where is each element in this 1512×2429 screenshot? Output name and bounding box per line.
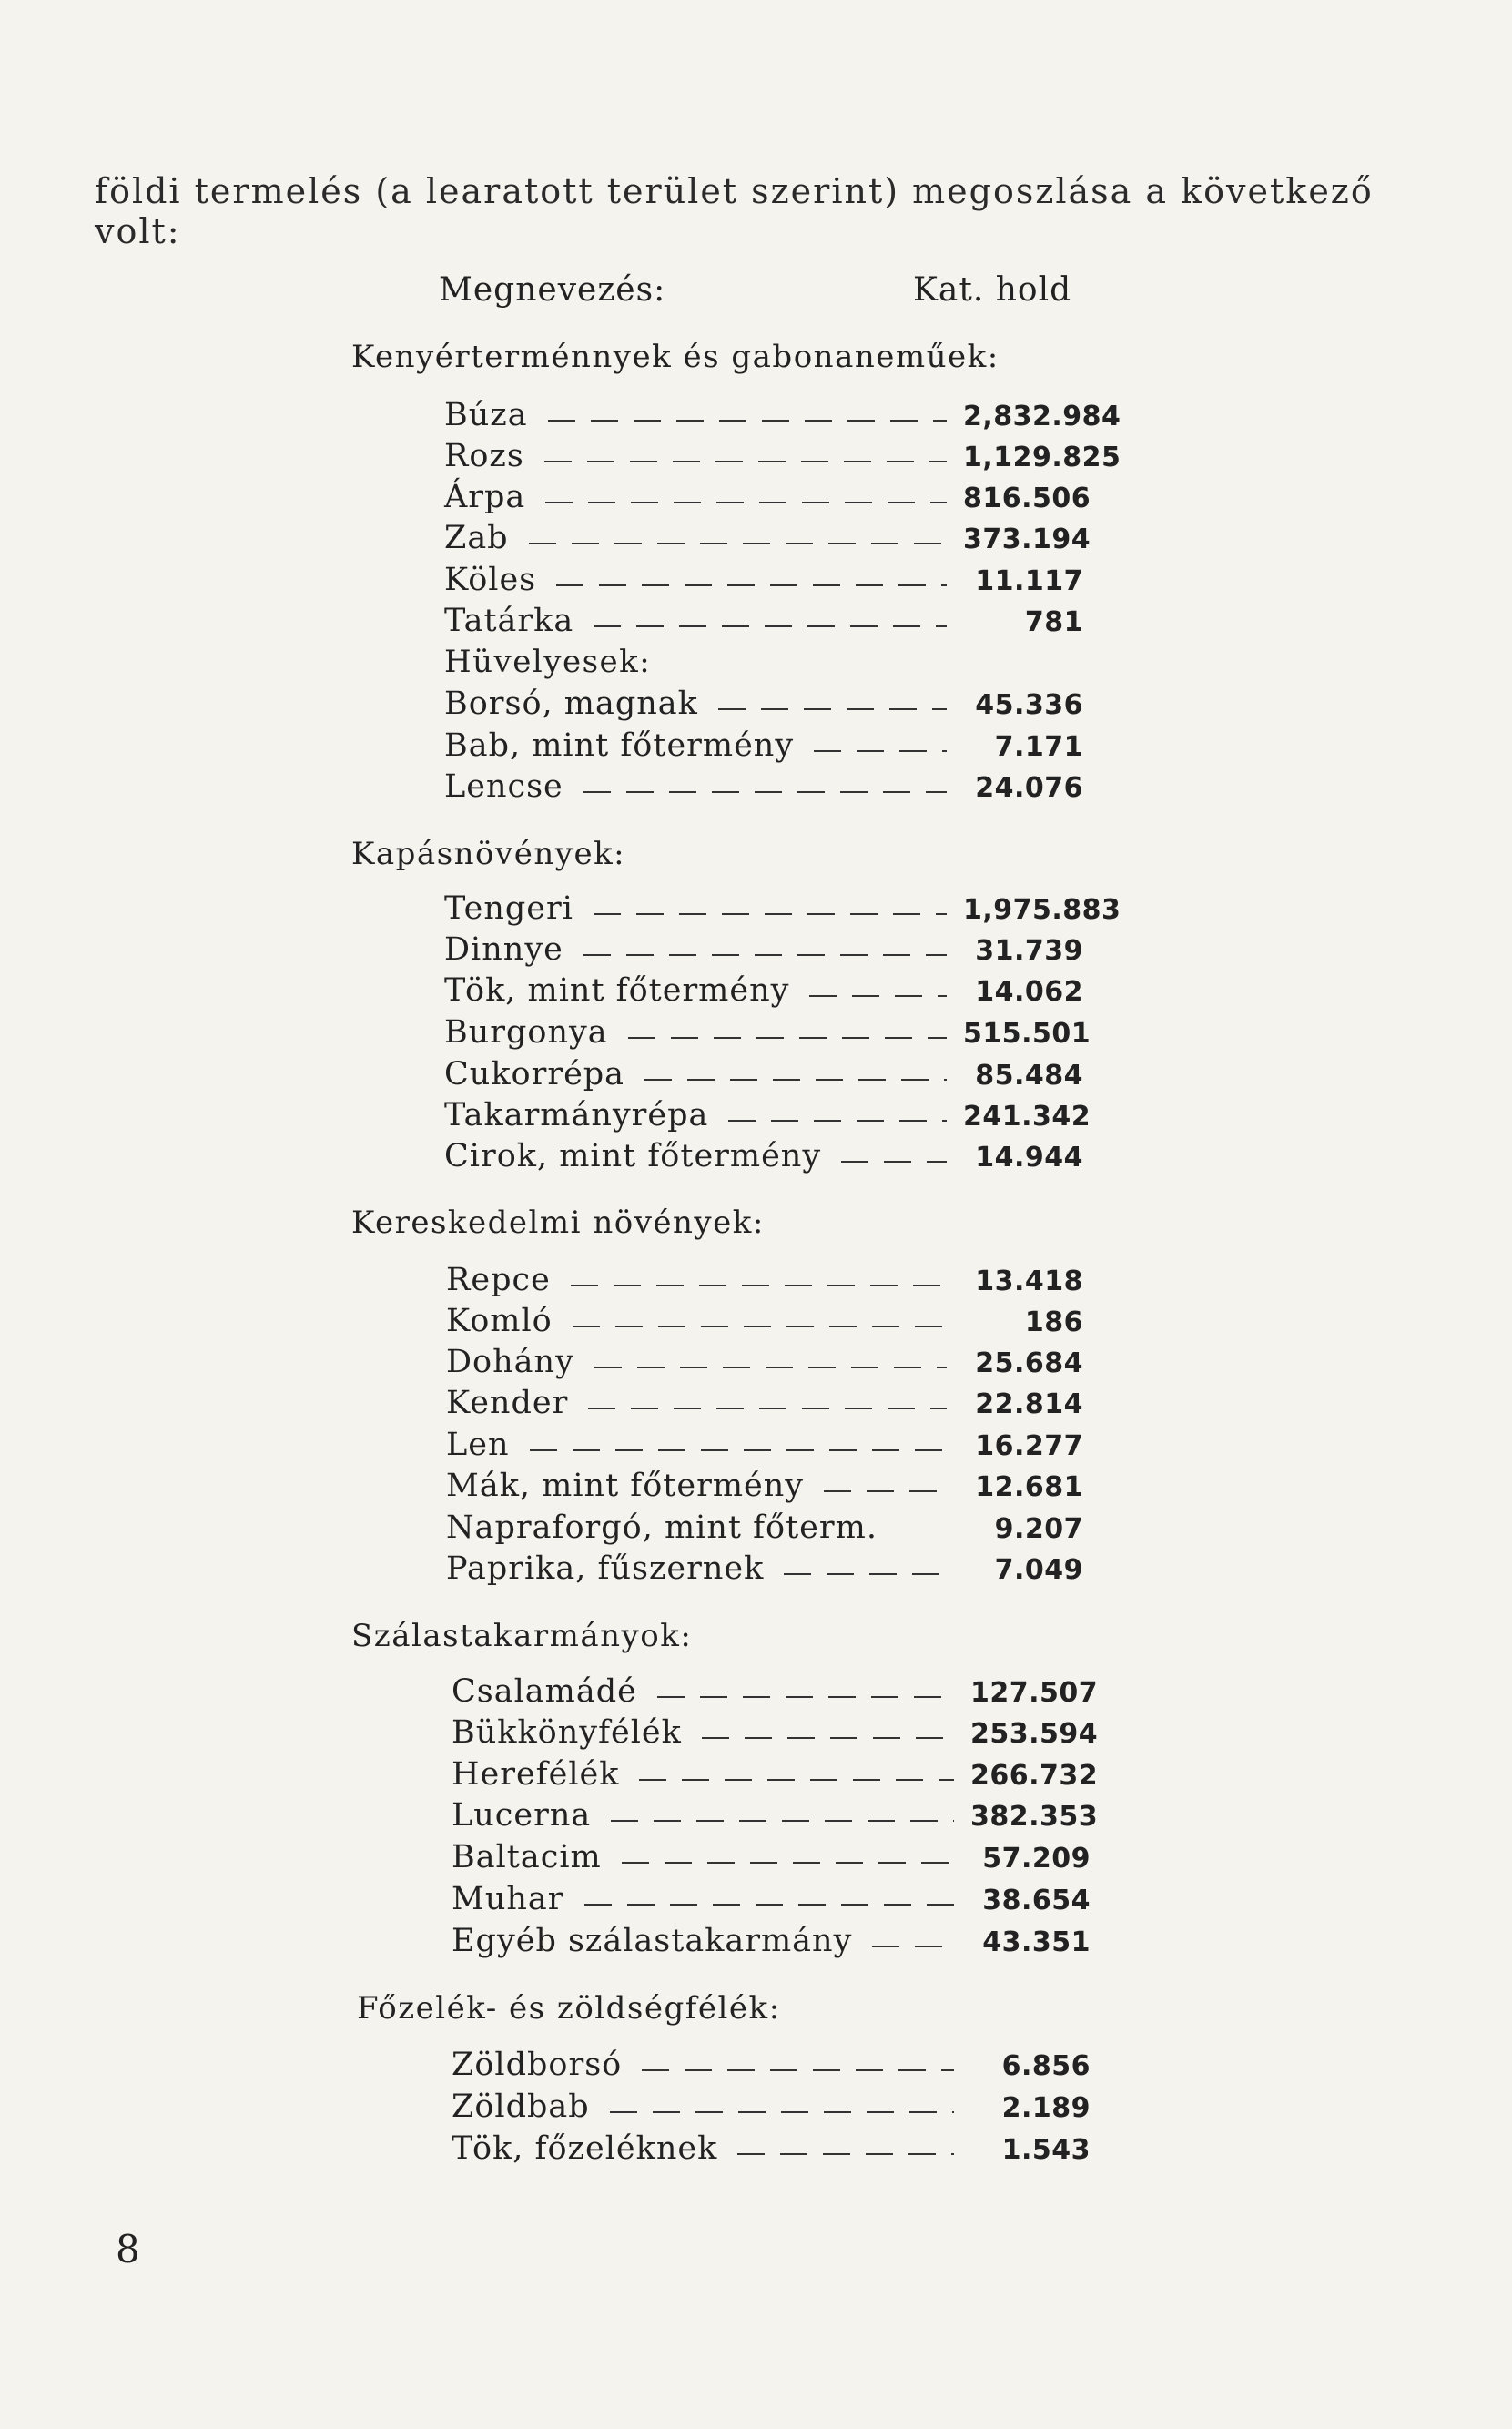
- row-label: Takarmányrépa: [444, 1097, 709, 1133]
- table-row: [444, 972, 1083, 1012]
- row-value: 9.207: [994, 1513, 1083, 1545]
- leader-dashes: [548, 420, 947, 422]
- table-row: [444, 479, 1091, 519]
- leader-dashes: [573, 1326, 947, 1327]
- row-value: 24.076: [975, 772, 1083, 804]
- row-label: Rozs: [444, 438, 524, 474]
- table-row: [446, 1509, 1083, 1550]
- row-label: Lencse: [444, 768, 563, 805]
- row-label: Zöldborsó: [452, 2047, 623, 2083]
- row-label: Zöldbab: [452, 2089, 590, 2125]
- row-label: Bükkönyfélék: [452, 1714, 682, 1751]
- row-label: Kender: [446, 1385, 569, 1421]
- row-value: 6.856: [1001, 2050, 1091, 2082]
- leader-dashes: [728, 1120, 947, 1122]
- table-row: [452, 1756, 1099, 1796]
- row-label: Egyéb szálastakarmány: [452, 1923, 853, 1959]
- column-header-unit: Kat. hold: [913, 271, 1072, 309]
- leader-dashes: [583, 791, 947, 793]
- row-value: 515.501: [963, 1018, 1091, 1050]
- section-title-row-crops: Kapásnövények:: [351, 836, 626, 872]
- leader-dashes: [628, 1037, 947, 1039]
- row-label: Tatárka: [444, 603, 574, 639]
- table-row: [444, 397, 1121, 437]
- leader-dashes: [594, 1367, 947, 1368]
- row-label: Cukorrépa: [444, 1056, 625, 1093]
- leader-dashes: [611, 1820, 954, 1822]
- leader-dashes: [784, 1573, 947, 1575]
- table-row: [444, 603, 1083, 643]
- leader-dashes: [556, 584, 947, 586]
- row-value: 2.189: [1001, 2092, 1091, 2124]
- table-row: [446, 1385, 1083, 1425]
- table-row: [452, 1797, 1099, 1837]
- section-title-vegetables: Főzelék- és zöldségfélék:: [357, 1990, 781, 2027]
- row-label: Dinnye: [444, 931, 563, 968]
- row-value: 253.594: [970, 1718, 1099, 1750]
- table-row: [444, 768, 1083, 808]
- row-label: Zab: [444, 520, 509, 556]
- table-row: [444, 438, 1121, 478]
- row-value: 241.342: [963, 1101, 1091, 1133]
- subsection-title-legumes: Hüvelyesek:: [444, 644, 652, 680]
- intro-text: földi termelés (a learatott terület szerint) megoszlása a következő volt:: [95, 171, 1374, 251]
- table-row: [452, 1881, 1091, 1921]
- table-row: [444, 727, 1083, 767]
- table-row: [444, 931, 1083, 971]
- row-value: 31.739: [975, 935, 1083, 967]
- row-label: Baltacim: [452, 1839, 602, 1875]
- row-value: 45.336: [975, 689, 1083, 721]
- leader-dashes: [583, 954, 947, 956]
- section-title-forage: Szálastakarmányok:: [351, 1618, 693, 1654]
- row-label: Komló: [446, 1303, 553, 1339]
- leader-dashes: [588, 1408, 947, 1409]
- row-value: 12.681: [975, 1471, 1083, 1503]
- table-row: [444, 1138, 1083, 1178]
- table-row: [444, 1097, 1091, 1137]
- row-label: Köles: [444, 562, 537, 598]
- table-row: [452, 1923, 1091, 1963]
- leader-dashes: [898, 1532, 947, 1534]
- leader-dashes: [737, 2153, 954, 2155]
- table-row: [452, 2130, 1091, 2170]
- column-header-name: Megnevezés:: [439, 271, 666, 309]
- leader-dashes: [824, 1490, 947, 1492]
- leader-dashes: [814, 750, 947, 752]
- leader-dashes: [702, 1737, 954, 1739]
- leader-dashes: [718, 708, 947, 710]
- leader-dashes: [594, 913, 947, 915]
- row-label: Tengeri: [444, 890, 573, 927]
- row-label: Bab, mint főtermény: [444, 727, 795, 764]
- table-row: [452, 2089, 1091, 2129]
- row-value: 14.944: [975, 1142, 1083, 1174]
- row-label: Borsó, magnak: [444, 686, 698, 722]
- leader-dashes: [841, 1161, 947, 1163]
- row-label: Len: [446, 1427, 510, 1463]
- leader-dashes: [809, 995, 947, 997]
- row-value: 127.507: [970, 1677, 1099, 1709]
- row-value: 14.062: [975, 976, 1083, 1008]
- leader-dashes: [639, 1779, 954, 1781]
- row-value: 57.209: [982, 1843, 1091, 1875]
- page-number: 8: [116, 2227, 140, 2271]
- row-label: Lucerna: [452, 1797, 592, 1834]
- table-row: [444, 1014, 1091, 1054]
- leader-dashes: [644, 1079, 947, 1081]
- row-value: 1,129.825: [963, 442, 1121, 473]
- leader-dashes: [545, 502, 947, 503]
- row-label: Cirok, mint főtermény: [444, 1138, 822, 1174]
- row-label: Napraforgó, mint főterm.: [446, 1509, 878, 1546]
- row-label: Árpa: [444, 479, 526, 515]
- row-value: 373.194: [963, 523, 1091, 555]
- leader-dashes: [529, 543, 947, 544]
- row-label: Muhar: [452, 1881, 564, 1917]
- row-value: 22.814: [975, 1388, 1083, 1420]
- table-row: [446, 1427, 1083, 1467]
- row-value: 13.418: [975, 1265, 1083, 1297]
- row-value: 2,832.984: [963, 401, 1121, 432]
- row-label: Mák, mint főtermény: [446, 1468, 805, 1504]
- row-value: 38.654: [982, 1885, 1091, 1916]
- table-row: [452, 2047, 1091, 2087]
- leader-dashes: [642, 2069, 954, 2071]
- row-value: 781: [1024, 606, 1083, 638]
- table-row: [446, 1344, 1083, 1384]
- leader-dashes: [657, 1696, 954, 1698]
- row-value: 7.049: [994, 1554, 1083, 1586]
- section-title-grains: Kenyérterménnyek és gabonaneműek:: [351, 339, 1000, 375]
- table-row: [452, 1714, 1099, 1754]
- table-row: [444, 1056, 1083, 1096]
- leader-dashes: [571, 1285, 947, 1286]
- row-value: 25.684: [975, 1347, 1083, 1379]
- leader-dashes: [872, 1946, 954, 1947]
- row-value: 816.506: [963, 483, 1091, 514]
- table-row: [452, 1673, 1099, 1713]
- leader-dashes: [584, 1904, 954, 1906]
- section-title-commercial: Kereskedelmi növények:: [351, 1204, 765, 1241]
- row-value: 43.351: [982, 1926, 1091, 1958]
- row-label: Paprika, fűszernek: [446, 1550, 765, 1587]
- table-row: [444, 520, 1091, 560]
- table-row: [446, 1262, 1083, 1302]
- leader-dashes: [622, 1862, 954, 1864]
- table-row: [452, 1839, 1091, 1879]
- table-row: [444, 562, 1083, 602]
- row-value: 266.732: [970, 1760, 1099, 1792]
- row-value: 11.117: [975, 565, 1083, 597]
- leader-dashes: [594, 625, 947, 627]
- table-row: [444, 890, 1121, 930]
- row-value: 16.277: [975, 1430, 1083, 1462]
- row-label: Tök, mint főtermény: [444, 972, 790, 1009]
- row-label: Herefélék: [452, 1756, 620, 1793]
- row-label: Búza: [444, 397, 528, 433]
- row-label: Repce: [446, 1262, 551, 1298]
- row-label: Dohány: [446, 1344, 574, 1380]
- table-row: [446, 1303, 1083, 1343]
- row-value: 186: [1024, 1306, 1083, 1338]
- row-value: 1,975.883: [963, 894, 1121, 926]
- row-value: 85.484: [975, 1060, 1083, 1092]
- leader-dashes: [610, 2111, 954, 2113]
- row-value: 382.353: [970, 1801, 1099, 1833]
- row-value: 1.543: [1001, 2134, 1091, 2166]
- row-label: Burgonya: [444, 1014, 608, 1051]
- row-label: Tök, főzeléknek: [452, 2130, 718, 2167]
- row-value: 7.171: [994, 731, 1083, 763]
- row-label: Csalamádé: [452, 1673, 637, 1710]
- leader-dashes: [544, 461, 947, 462]
- table-row: [446, 1550, 1083, 1591]
- leader-dashes: [530, 1449, 948, 1451]
- table-row: [444, 686, 1083, 726]
- table-row: [446, 1468, 1083, 1508]
